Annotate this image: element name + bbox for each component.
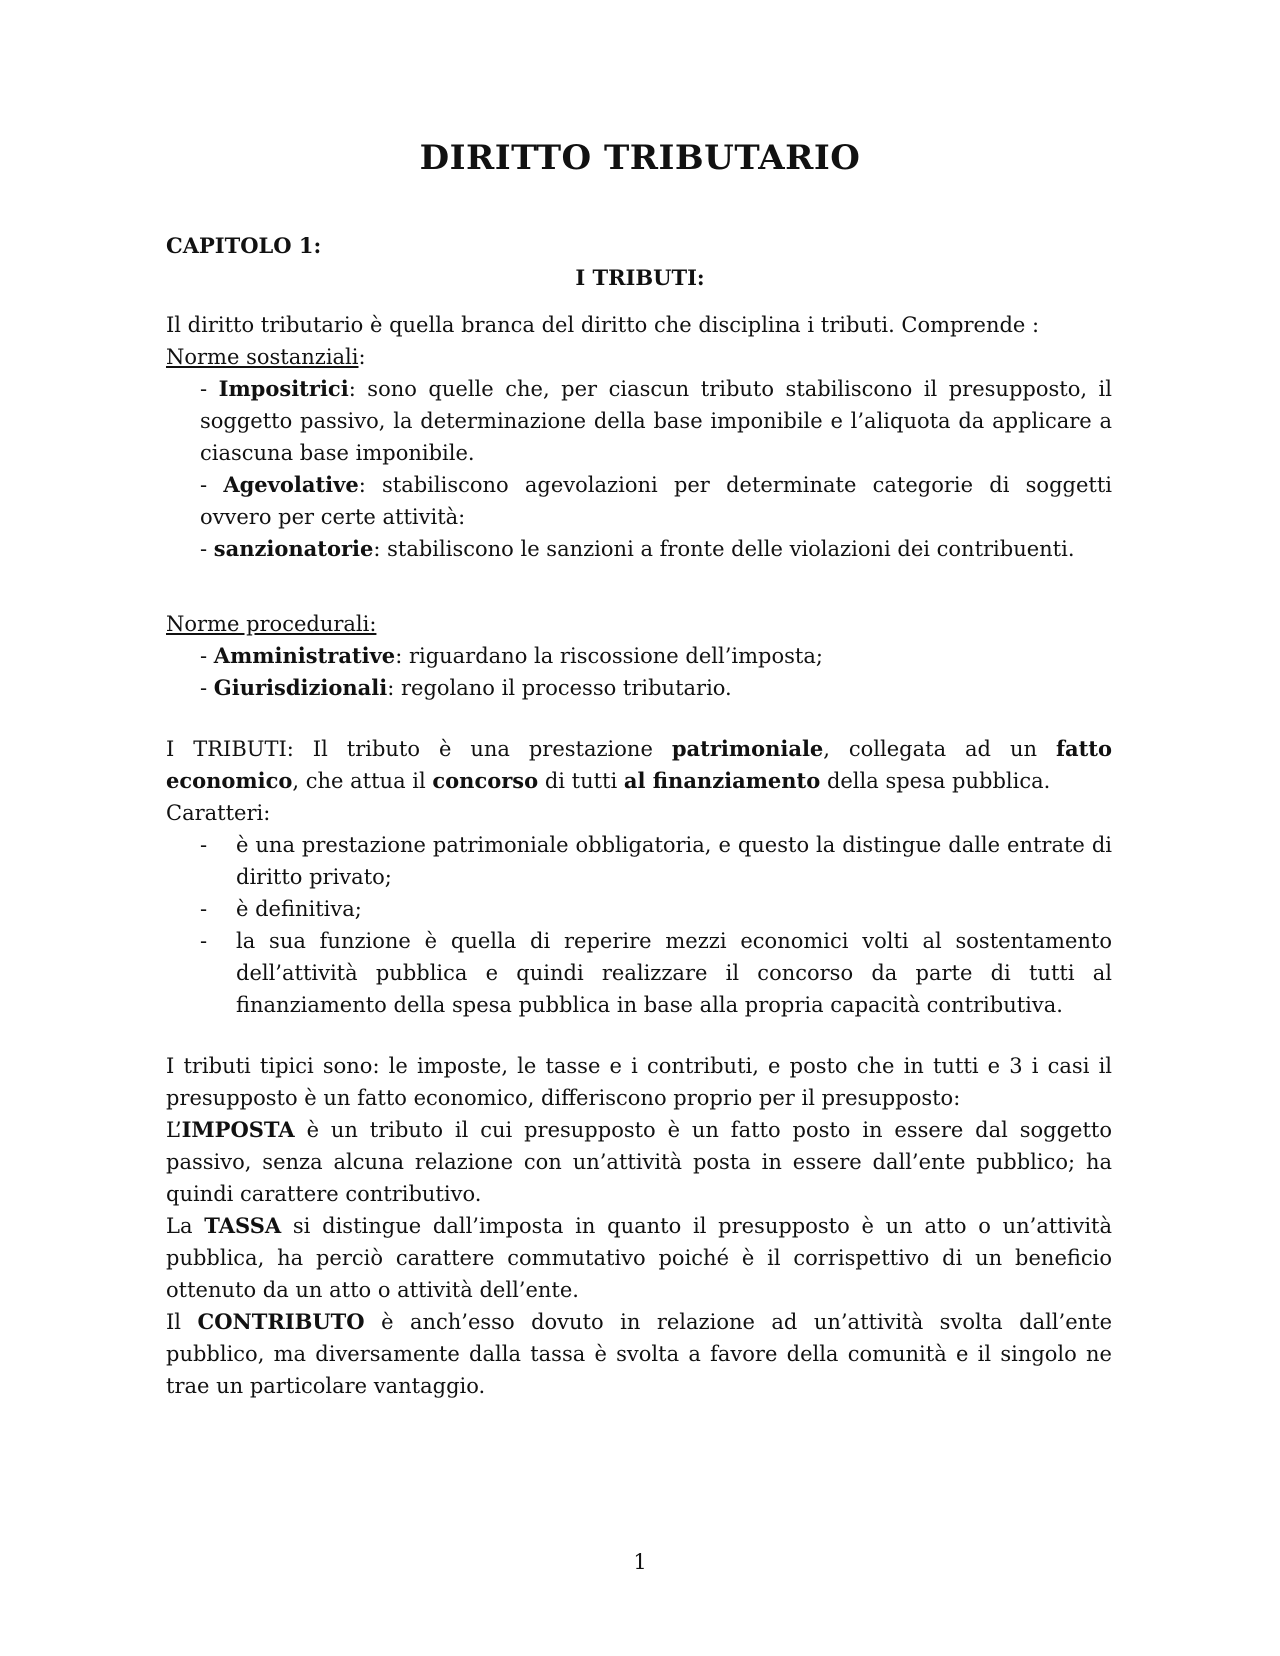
document-title: DIRITTO TRIBUTARIO <box>419 138 861 178</box>
imposta-paragraph: L’IMPOSTA è un tributo il cui presupposto è un fatto posto in essere dal soggetto passivo, senza alcuna relazione con un’attività posta in essere dall’ente pubblico; ha quindi carattere contributivo. <box>166 1117 1112 1206</box>
procedurali-heading: Norme procedurali: <box>166 612 377 636</box>
caratteri-label: Caratteri: <box>166 801 271 825</box>
list-item-giurisdizionali: - Giurisdizionali: regolano il processo tributario. <box>200 675 732 700</box>
contributo-paragraph: Il CONTRIBUTO è anch’esso dovuto in relazione ad un’attività svolta dall’ente pubblico, ma diversamente dalla tassa è svolta a favore della comunità e il singolo ne trae un particolare vantaggio. <box>166 1309 1113 1398</box>
section-heading: I TRIBUTI: <box>575 265 705 290</box>
body-section-3 <box>166 733 1112 1021</box>
body-section-1 <box>166 309 1112 565</box>
tributi-tipici-paragraph: I tributi tipici sono: le imposte, le tasse e i contributi, e posto che in tutti e 3 i casi il presupposto è un fatto economico, differiscono proprio per il presupposto: <box>166 1054 1112 1110</box>
list-item-sanzionatorie: - sanzionatorie: stabiliscono le sanzioni a fronte delle violazioni dei contribuenti. <box>200 536 1075 561</box>
list-item: - la sua funzione è quella di reperire mezzi economici volti al sostentamento dell’attività pubblica e quindi realizzare il concorso da parte di tutti al finanziamento della spesa pubblica in base alla propria capacità contributiva. <box>200 929 1112 1017</box>
list-item-agevolative: - Agevolative: stabiliscono agevolazioni per determinate categorie di soggetti ovvero per certe attività: <box>200 472 1112 529</box>
tassa-paragraph: La TASSA si distingue dall’imposta in quanto il presupposto è un atto o un’attività pubblica, ha perciò carattere commutativo poiché è il corrispettivo di un beneficio ottenuto da un atto o attività dell’ente. <box>166 1213 1113 1302</box>
intro-paragraph: Il diritto tributario è quella branca del diritto che disciplina i tributi. Comprende : <box>166 313 1040 337</box>
list-item: - è definitiva; <box>200 897 362 921</box>
page-number: 1 <box>633 1550 647 1574</box>
chapter-heading: CAPITOLO 1: <box>166 233 322 258</box>
list-item-amministrative: - Amministrative: riguardano la riscossione dell’imposta; <box>200 643 823 668</box>
list-item-impositrici: - Impositrici: sono quelle che, per ciascun tributo stabiliscono il presupposto, il soggetto passivo, la determinazione della base imponibile e l’aliquota da applicare a ciascuna base imponibile. <box>200 376 1112 465</box>
sostanziali-heading: Norme sostanziali: <box>166 345 366 369</box>
tributi-definition: I TRIBUTI: Il tributo è una prestazione patrimoniale, collegata ad un fatto economico, che attua il concorso di tutti al finanziamento della spesa pubblica. <box>166 736 1113 793</box>
list-item: - è una prestazione patrimoniale obbligatoria, e questo la distingue dalle entrate di diritto privato; <box>200 833 1112 889</box>
body-section-4 <box>166 1050 1112 1402</box>
body-section-2 <box>166 608 1112 704</box>
